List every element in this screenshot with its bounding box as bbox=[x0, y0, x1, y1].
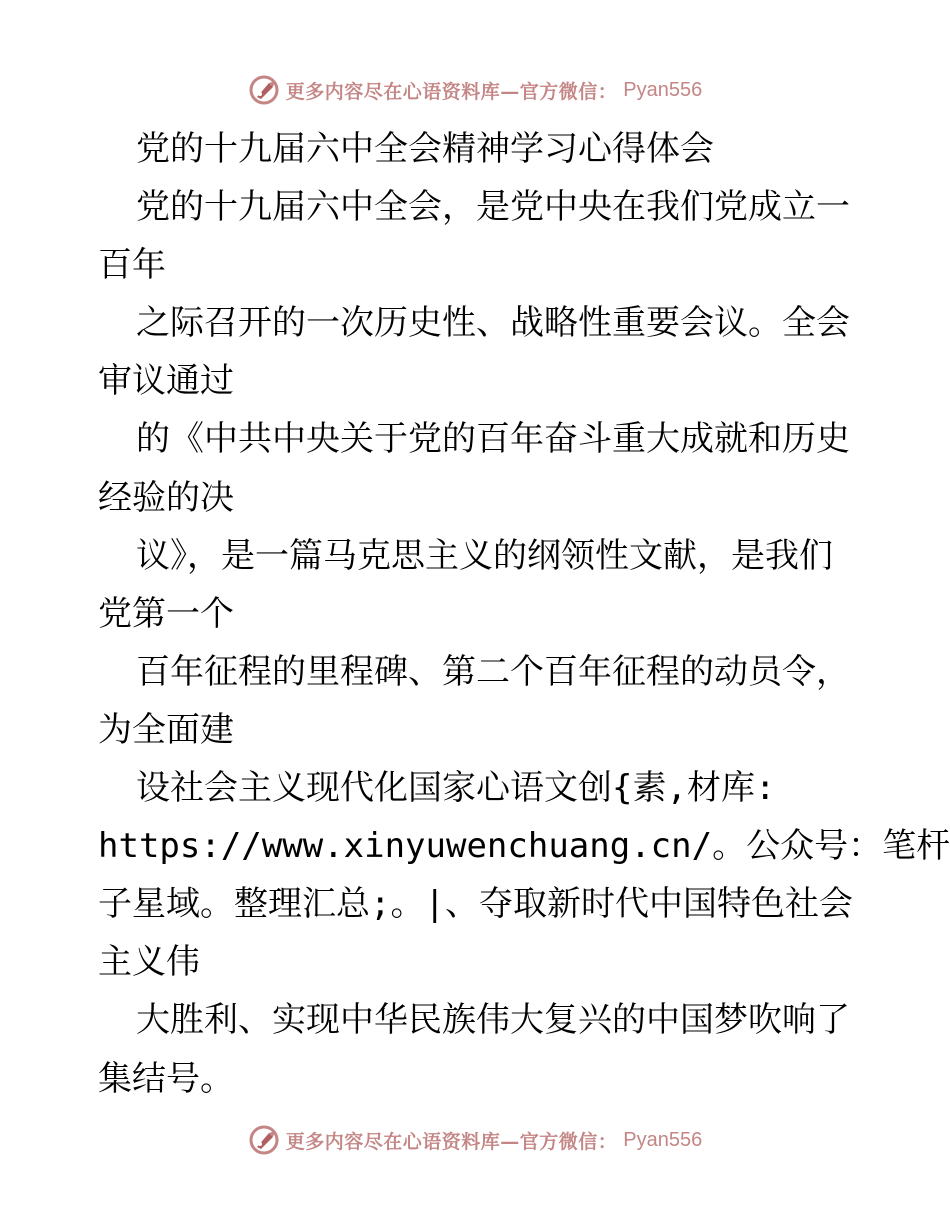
text-line: 审议通过 bbox=[98, 361, 234, 402]
text-line: 为全面建 bbox=[98, 709, 234, 750]
text-line-url: https://www.xinyuwenchuang.cn/。公众号：笔杆 bbox=[98, 826, 950, 867]
text-line: 子星域。整理汇总;。|、夺取新时代中国特色社会 bbox=[98, 884, 853, 925]
pen-nib-logo-icon bbox=[248, 1124, 280, 1156]
text-line: 议》，是一篇马克思主义的纲领性文献，是我们 bbox=[136, 535, 833, 576]
pen-nib-logo-icon bbox=[248, 74, 280, 106]
text-line: 之际召开的一次历史性、战略性重要会议。全会 bbox=[136, 303, 850, 344]
footer-banner-text: 更多内容尽在心语资料库—官方微信： bbox=[285, 1130, 618, 1153]
text-line: 百年 bbox=[98, 245, 166, 286]
text-line: 集结号。 bbox=[98, 1058, 234, 1099]
text-line: 设社会主义现代化国家心语文创{素,材库: bbox=[136, 768, 776, 809]
text-line: 主义伟 bbox=[98, 942, 200, 983]
text-line: 的《中共中央关于党的百年奋斗重大成就和历史 bbox=[136, 419, 850, 460]
header-banner bbox=[0, 70, 950, 110]
footer-banner bbox=[0, 1120, 950, 1160]
text-line: 经验的决 bbox=[98, 477, 234, 518]
text-line: 大胜利、实现中华民族伟大复兴的中国梦吹响了 bbox=[136, 1000, 850, 1041]
text-line: 百年征程的里程碑、第二个百年征程的动员令， bbox=[136, 651, 850, 692]
text-line: 党第一个 bbox=[98, 593, 234, 634]
header-banner-brand: Pyan556 bbox=[623, 78, 703, 101]
document-title: 党的十九届六中全会精神学习心得体会 bbox=[136, 129, 714, 169]
header-banner-text: 更多内容尽在心语资料库—官方微信： bbox=[285, 80, 618, 103]
footer-banner-brand: Pyan556 bbox=[623, 1128, 703, 1151]
document-body bbox=[98, 120, 950, 1108]
text-line: 党的十九届六中全会，是党中央在我们党成立一 bbox=[136, 187, 850, 228]
